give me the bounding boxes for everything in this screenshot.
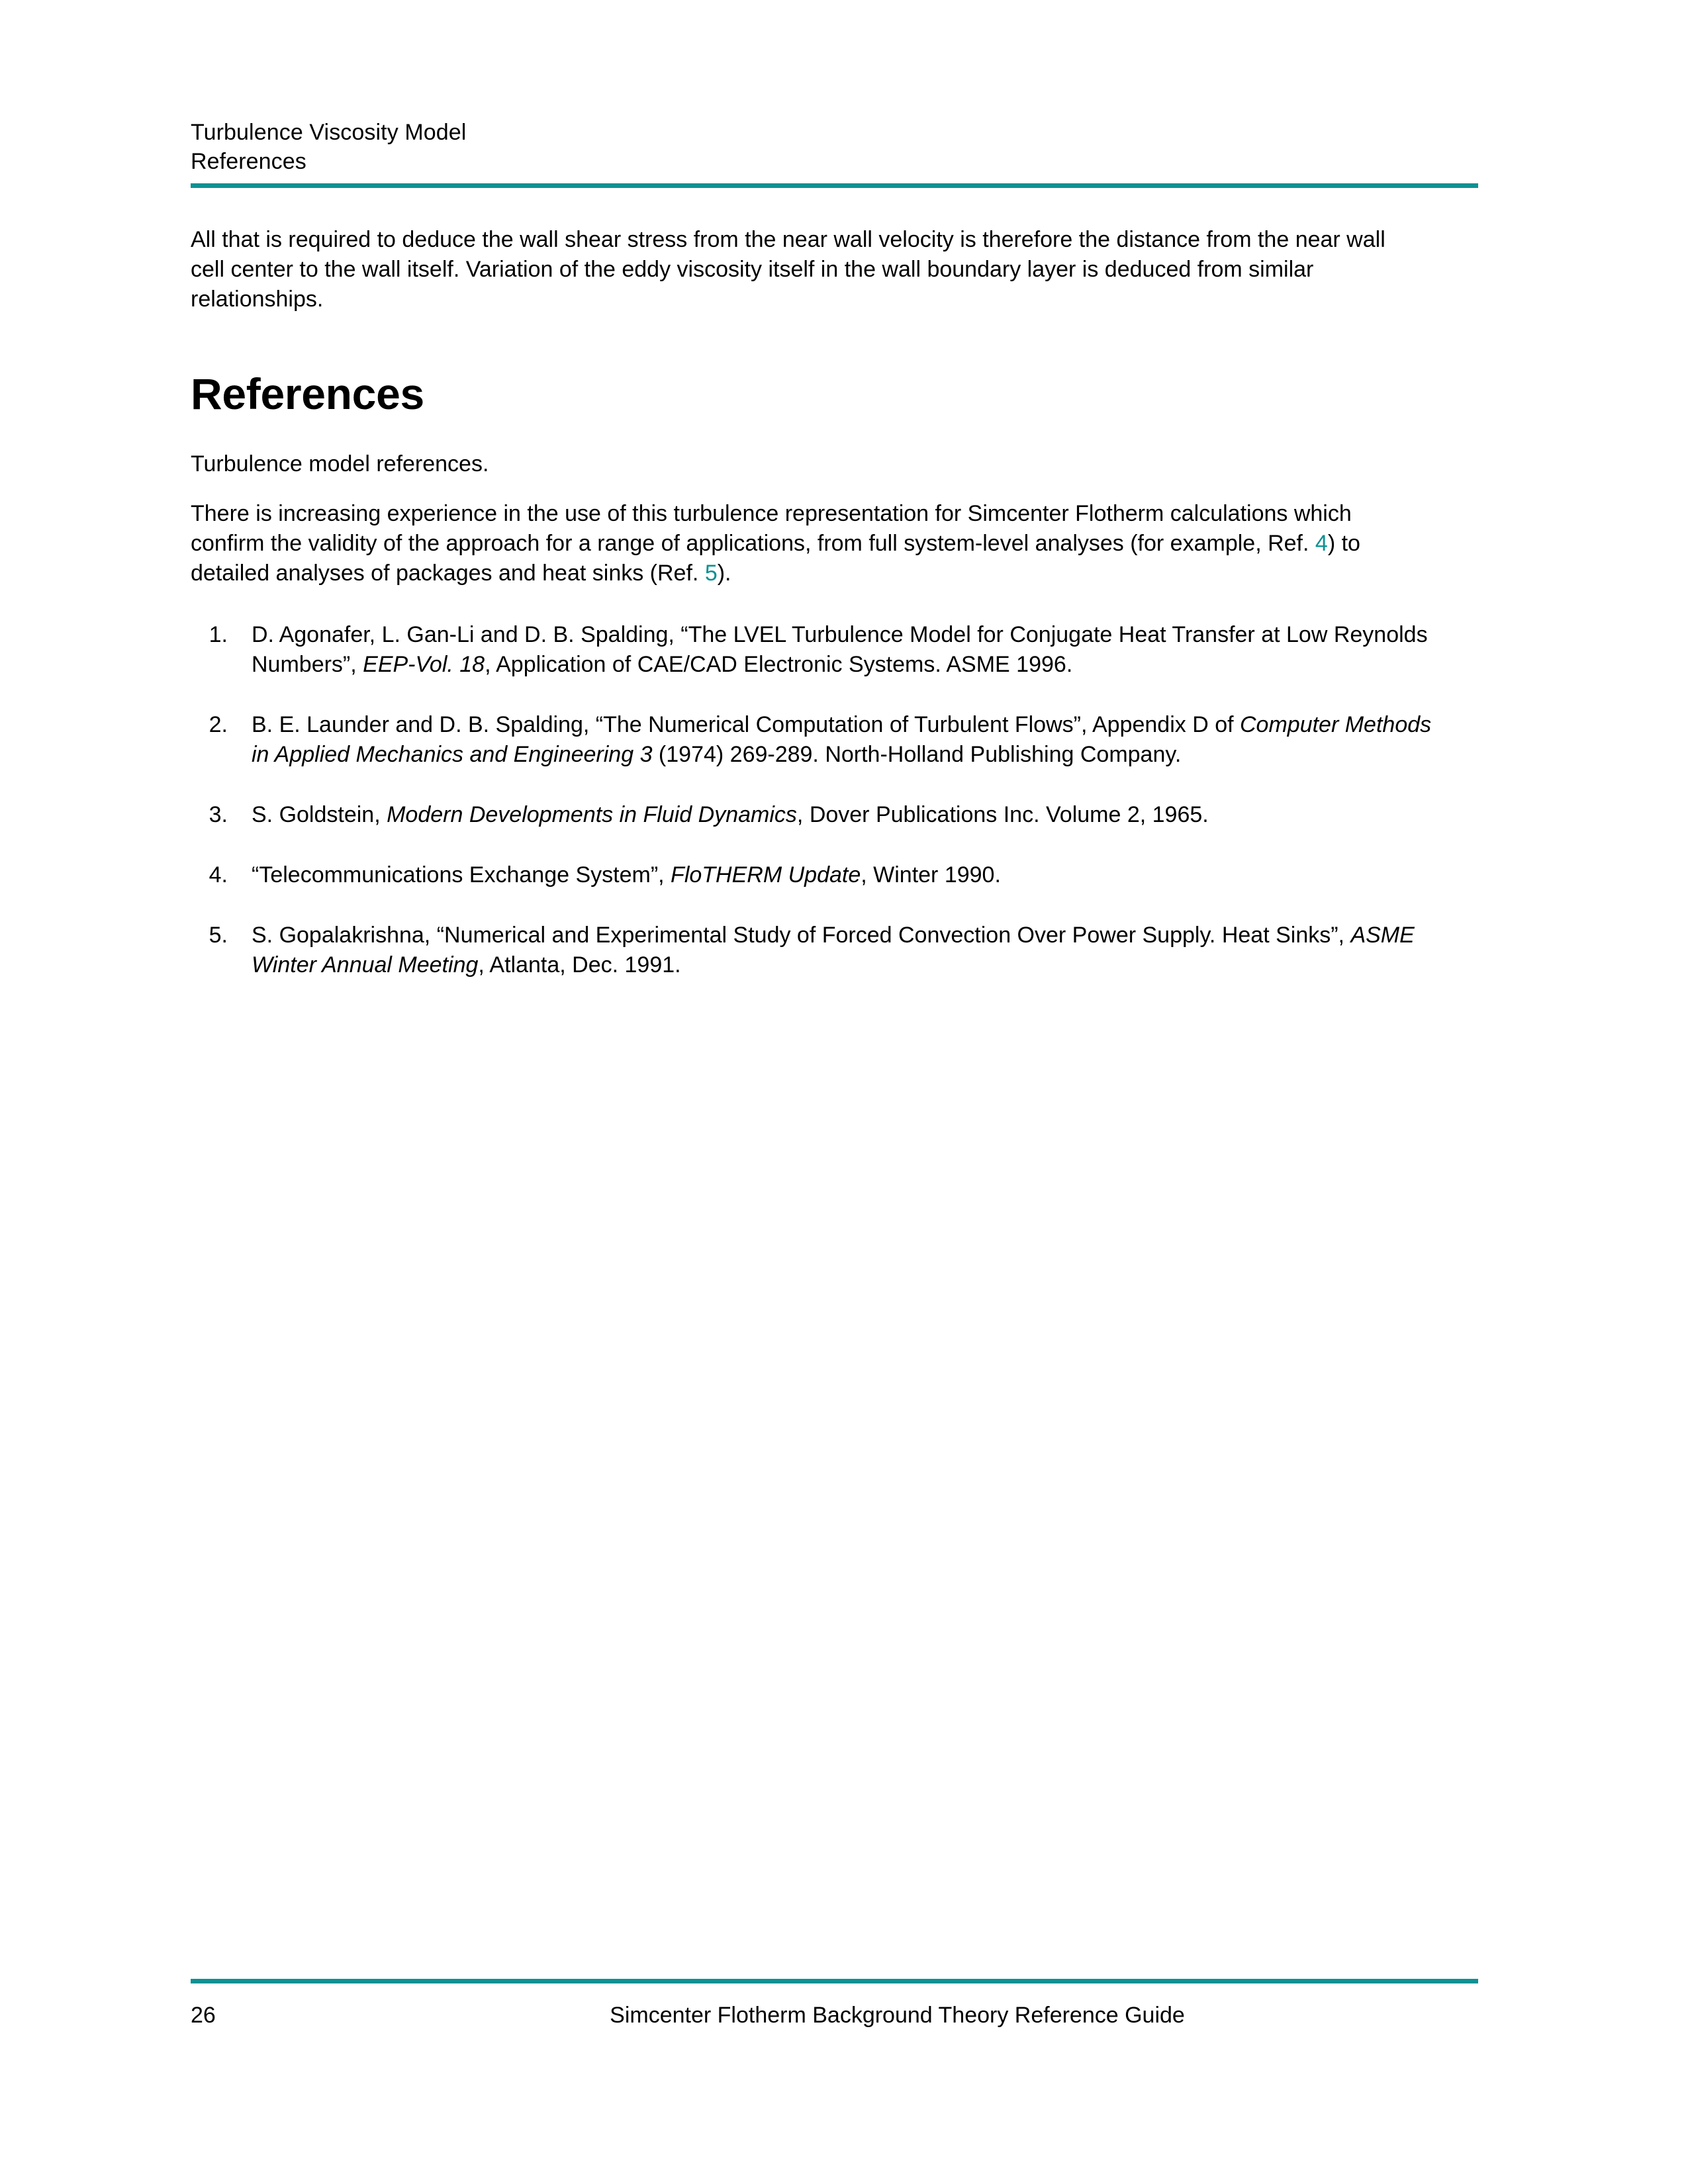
reference-segment: D. Agonafer, L. Gan-Li and D. B. Spalding, “The LVEL Turbulence Model for Conjugate Heat Transfer at Low Reynolds Numbers”, <box>252 622 1428 677</box>
reference-italic-title: Computer Methods in Applied Mechanics and Engineering 3 <box>252 712 1432 767</box>
spacer <box>191 314 1478 370</box>
footer-rule <box>191 1979 1478 1983</box>
page-footer <box>191 1979 1478 2030</box>
reference-segment: S. Gopalakrishna, “Numerical and Experimental Study of Forced Convection Over Power Supply. Heat Sinks”, <box>252 923 1351 948</box>
header-chapter-title: Turbulence Viscosity Model <box>191 120 467 145</box>
reference-text <box>252 921 1435 980</box>
reference-segment: , Winter 1990. <box>861 862 1001 887</box>
list-item <box>191 620 1435 680</box>
list-item <box>191 800 1435 830</box>
spacer <box>191 418 1478 449</box>
reference-number: 4. <box>209 862 228 887</box>
reference-segment: (1974) 269-289. North-Holland Publishing Company. <box>652 742 1182 767</box>
header-rule <box>191 183 1478 188</box>
reference-text <box>252 710 1435 770</box>
intro-paragraph: All that is required to deduce the wall shear stress from the near wall velocity is therefore the distance from the near wall cell center to the wall itself. Variation of the eddy viscosity itself in the wall boundary layer is deduced from similar relationships. <box>191 227 1385 312</box>
header-section-title: References <box>191 149 306 174</box>
page-content <box>191 225 1478 980</box>
reference-number: 3. <box>209 802 228 827</box>
page-title: References <box>191 369 424 418</box>
lead-text-part-3: ). <box>717 561 731 586</box>
reference-italic-title: Modern Developments in Fluid Dynamics <box>387 802 797 827</box>
reference-list <box>191 620 1478 980</box>
page-number: 26 <box>191 2003 216 2028</box>
lead-text-part-2: ) to detailed analyses of packages and heat sinks (Ref. <box>191 531 1360 586</box>
spacer <box>191 479 1478 499</box>
lead-paragraph <box>191 499 1399 588</box>
reference-italic-title: EEP-Vol. 18 <box>363 652 485 677</box>
list-item <box>191 860 1435 890</box>
reference-segment: S. Goldstein, <box>252 802 387 827</box>
cross-reference-link-5[interactable]: 5 <box>704 561 718 586</box>
reference-segment: , Application of CAE/CAD Electronic Systems. ASME 1996. <box>485 652 1073 677</box>
reference-number: 1. <box>209 622 228 647</box>
reference-segment: , Dover Publications Inc. Volume 2, 1965. <box>796 802 1209 827</box>
reference-segment: “Telecommunications Exchange System”, <box>252 862 671 887</box>
lead-text-part-1: There is increasing experience in the use of this turbulence representation for Simcenter Flotherm calculations which confirm the validity of the approach for a range of applications, from full system-level analyses (for example, Ref. <box>191 501 1352 556</box>
footer-row <box>191 2001 1478 2030</box>
list-item <box>191 921 1435 980</box>
page-header <box>191 118 1478 188</box>
reference-italic-title: ASME Winter Annual Meeting <box>252 923 1415 978</box>
reference-text <box>252 620 1435 680</box>
subtitle-paragraph: Turbulence model references. <box>191 451 489 477</box>
reference-number: 2. <box>209 712 228 737</box>
reference-text <box>252 800 1435 830</box>
reference-text <box>252 860 1435 890</box>
reference-number: 5. <box>209 923 228 948</box>
reference-italic-title: FloTHERM Update <box>671 862 861 887</box>
list-item <box>191 710 1435 770</box>
footer-guide-title: Simcenter Flotherm Background Theory Reference Guide <box>610 2003 1185 2028</box>
reference-segment: B. E. Launder and D. B. Spalding, “The Numerical Computation of Turbulent Flows”, Appendix D of <box>252 712 1240 737</box>
reference-segment: , Atlanta, Dec. 1991. <box>478 952 681 978</box>
cross-reference-link-4[interactable]: 4 <box>1315 531 1328 556</box>
